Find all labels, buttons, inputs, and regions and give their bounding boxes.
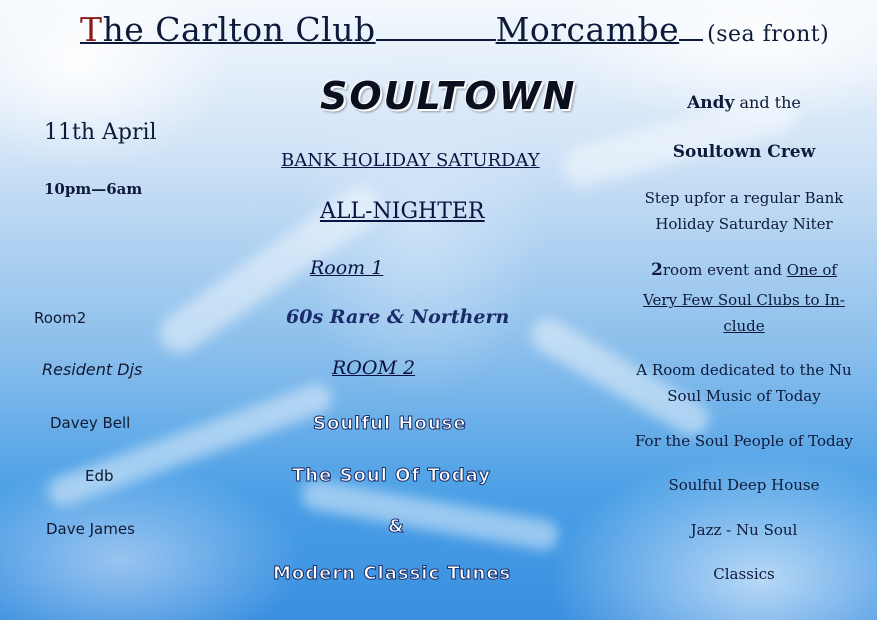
crew-name: Soultown Crew <box>672 142 816 162</box>
two-room-text: room event and <box>662 261 787 279</box>
classics-text: Classics <box>713 565 775 583</box>
room2-label: Room2 <box>34 309 87 327</box>
room2-heading: ROOM 2 <box>332 357 416 379</box>
club-name-rest: he Carlton Club <box>102 10 376 49</box>
resident-djs-heading: Resident Djs <box>42 360 143 379</box>
room1-heading: Room 1 <box>310 257 384 279</box>
room1-genre: 60s Rare & Northern <box>286 306 510 328</box>
background-streak <box>44 380 336 511</box>
club-name <box>80 10 376 49</box>
allnighter-heading: ALL-NIGHTER <box>320 199 485 224</box>
background-streak <box>299 478 560 553</box>
dj-name: Davey Bell <box>50 414 131 432</box>
two-room-line <box>624 257 864 283</box>
host-line <box>624 90 864 116</box>
club-name-initial: T <box>80 10 103 49</box>
room2-genre-line: Modern Classic Tunes <box>273 563 512 584</box>
flyer-header <box>80 10 829 49</box>
header-underline-tail <box>679 13 703 41</box>
room2-genre-line: & <box>388 516 405 537</box>
host-line-rest: and the <box>734 93 801 112</box>
location-note: (sea front) <box>707 22 830 47</box>
one-of-text: One of <box>786 261 837 279</box>
event-time: 10pm—6am <box>44 180 143 198</box>
town-name: Morcambe <box>495 10 680 49</box>
for-soul-people-text: For the Soul People of Today <box>634 432 854 450</box>
two-digit: 2 <box>651 260 663 280</box>
room-dedicated-text: A Room dedicated to the Nu Soul Music of Today <box>636 361 852 405</box>
very-few-clubs-text: Very Few Soul Clubs to In-clude <box>643 291 845 335</box>
event-title: SOULTOWN <box>320 74 577 118</box>
room2-genre-line: Soulful House <box>313 413 467 434</box>
room2-genre-line: The Soul Of Today <box>292 465 492 486</box>
bank-holiday-heading: BANK HOLIDAY SATURDAY <box>281 150 540 171</box>
deep-house-text: Soulful Deep House <box>668 476 820 494</box>
stepup-text: Step upfor a regular Bank Holiday Saturday Niter <box>644 189 844 233</box>
host-name: Andy <box>687 93 735 113</box>
event-date: 11th April <box>44 120 157 145</box>
header-underline <box>376 13 496 41</box>
jazz-nu-soul-text: Jazz - Nu Soul <box>690 521 798 539</box>
dj-name: Dave James <box>46 520 135 538</box>
dj-name: Edb <box>85 467 114 485</box>
